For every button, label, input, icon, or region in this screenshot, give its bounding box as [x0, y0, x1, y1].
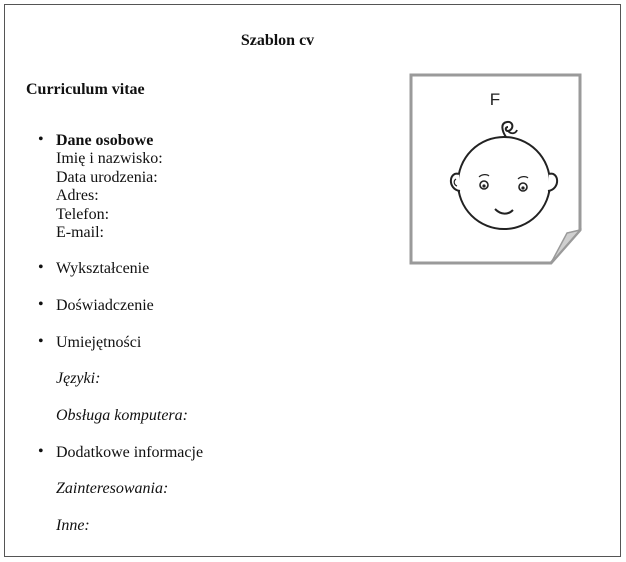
bullet-marker: • — [38, 131, 44, 148]
bullet-marker: • — [38, 296, 44, 313]
additional-interests: Zainteresowania: — [56, 480, 169, 497]
photo-letter: F — [489, 90, 501, 109]
baby-face-icon — [409, 73, 583, 266]
document-title: Szablon cv — [240, 32, 315, 49]
field-birthdate: Data urodzenia: — [56, 168, 158, 186]
field-address: Adres: — [56, 187, 99, 205]
additional-other: Inne: — [56, 517, 90, 534]
section-additional-label: Dodatkowe informacje — [56, 444, 204, 461]
section-personal-label: Dane osobowe — [56, 132, 154, 149]
field-name: Imię i nazwisko: — [56, 150, 163, 168]
bullet-marker: • — [38, 259, 44, 276]
field-phone: Telefon: — [56, 205, 110, 223]
section-experience-label: Doświadczenie — [56, 297, 154, 314]
section-skills-label: Umiejętności — [56, 334, 142, 351]
section-education-label: Wykształcenie — [56, 260, 150, 277]
bullet-marker: • — [38, 443, 44, 460]
bullet-marker: • — [38, 333, 44, 350]
skills-computer: Obsługa komputera: — [56, 407, 188, 424]
skills-languages: Języki: — [56, 370, 101, 387]
photo-placeholder — [409, 73, 583, 266]
section-personal — [56, 132, 163, 242]
field-email: E-mail: — [56, 224, 104, 242]
cv-heading: Curriculum vitae — [26, 81, 145, 98]
